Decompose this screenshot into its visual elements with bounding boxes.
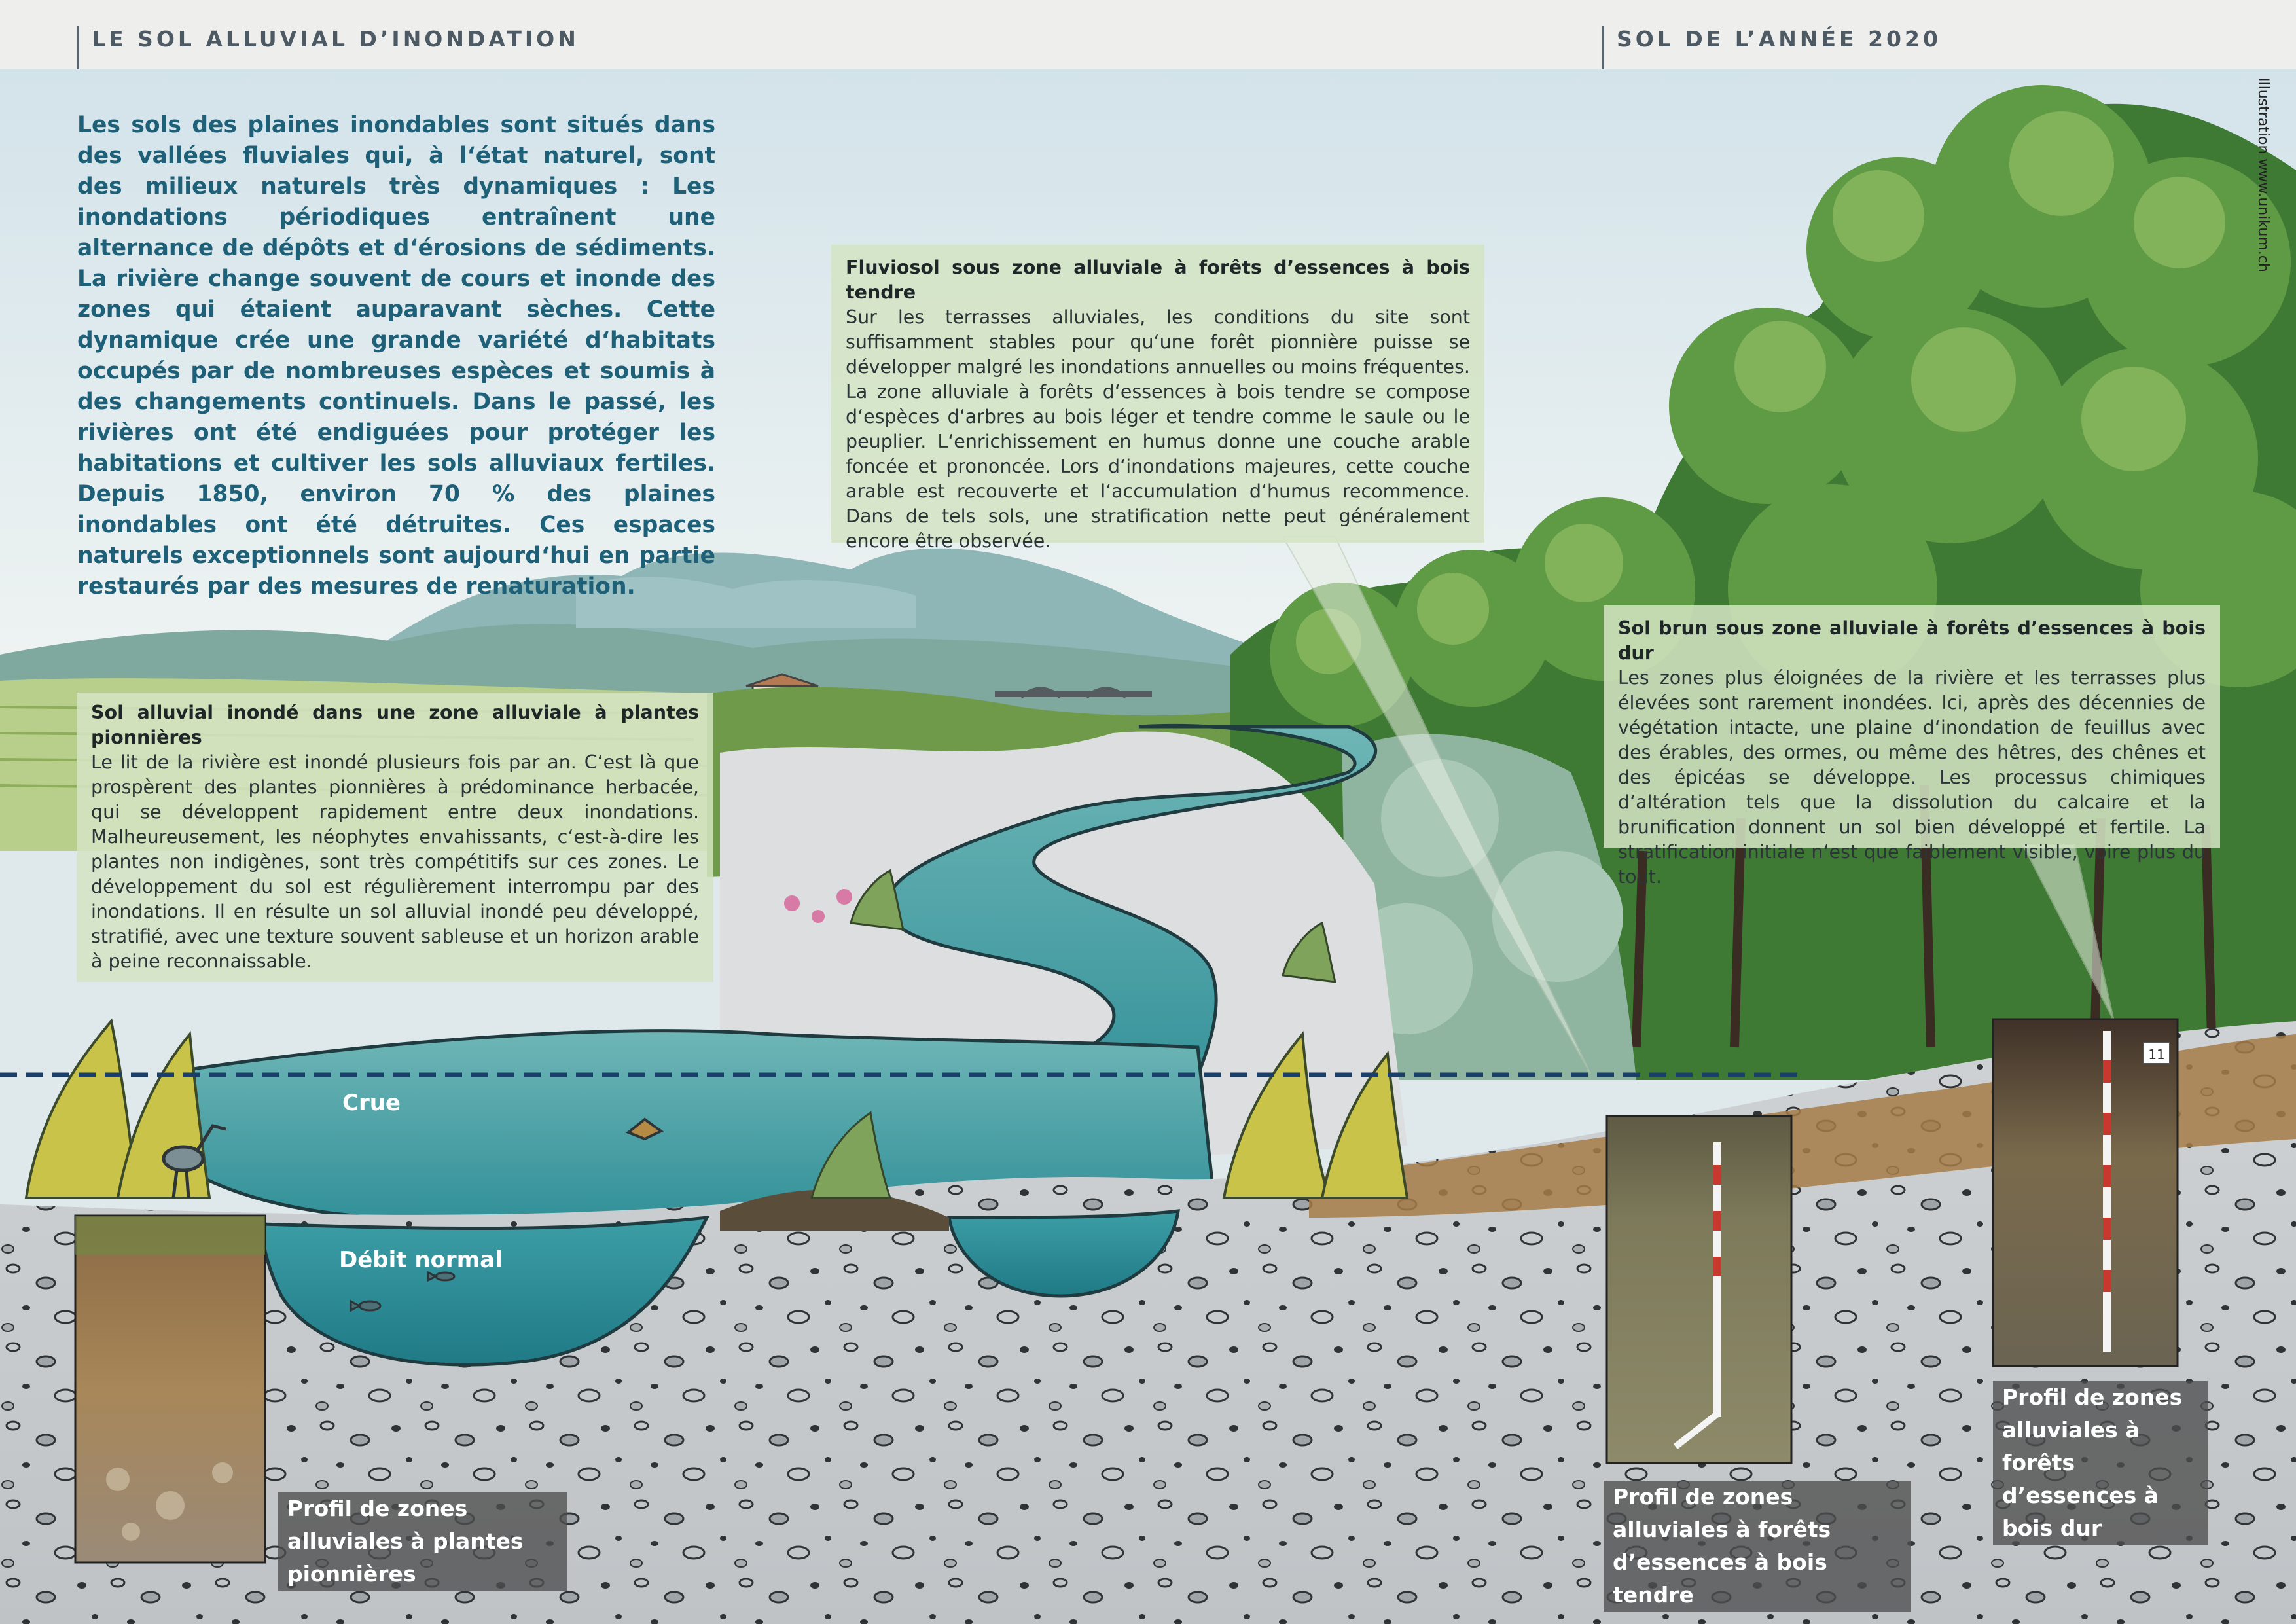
info-box-pioneer <box>77 693 713 982</box>
header-right-title: SOL DE L’ANNÉE 2020 <box>1617 26 1941 52</box>
info-box-hardwood <box>1604 605 2220 888</box>
info-box-softwood-title: Fluviosol sous zone alluviale à forêts d’essences à bois tendre <box>846 257 1470 303</box>
header-divider-right <box>1602 26 1604 69</box>
profile-tag-label: 11 <box>2148 1047 2165 1062</box>
profile-photo-hardwood <box>1993 1019 2178 1366</box>
intro-paragraph: Les sols des plaines inondables sont situés dans des vallées fluviales qui, à l‘état naturel, sont des milieux naturels très dynamiques : Les inondations périodiques entraînent une alternance de dépôts et d‘érosions de sédiments. La rivière change souvent de cours et inonde des zones qui étaient auparavant sèches. Cette dynamique crée une grande variété d‘habitats occupés par de nombreuses espèces et soumis à des changements continuels. Dans le passé, les rivières ont été endiguées pour protéger les habitations et cultiver les sols alluviaux fertiles. Depuis 1850, environ 70 % des plaines inondables ont été détruites. Ces espaces naturels exceptionnels sont aujourd‘hui en partie restaurés par des mesures de renaturation. <box>77 112 715 600</box>
info-box-hardwood-title: Sol brun sous zone alluviale à forêts d’essences à bois dur <box>1618 617 2206 664</box>
info-box-softwood <box>831 245 1484 552</box>
header-divider-left <box>77 26 79 69</box>
header-left-title: LE SOL ALLUVIAL D’INONDATION <box>92 26 579 52</box>
caption-hardwood-profile: Profil de zones alluviales à forêts d’essences à bois dur <box>1993 1381 2208 1545</box>
normal-flow-label: Débit normal <box>339 1247 503 1273</box>
caption-pioneer-profile: Profil de zones alluviales à plantes pionnières <box>278 1492 567 1591</box>
profile-photo-softwood <box>1607 1116 1791 1463</box>
info-box-pioneer-body: Le lit de la rivière est inondé plusieurs fois par an. C‘est là que prospèrent des plantes pionnières à prédominance herbacée, qui se développent rapidement entre deux inondations. Malheureusement, les néophytes envahissants, c‘est-à-dire les plantes non indigènes, sont très compétitifs sur ces zones. Le développement du sol est régulièrement interrompu par des inondations. Il en résulte un sol alluvial inondé peu développé, stratifié, avec une texture souvent sableuse et un horizon arable à peine reconnaissable. <box>91 751 699 972</box>
caption-softwood-profile: Profil de zones alluviales à forêts d’essences à bois tendre <box>1604 1481 1911 1612</box>
illustration-credit: Illustration www.unikum.ch <box>2255 77 2271 272</box>
flood-level-label: Crue <box>342 1090 401 1116</box>
info-box-pioneer-title: Sol alluvial inondé dans une zone alluviale à plantes pionnières <box>91 702 699 748</box>
info-box-hardwood-body: Les zones plus éloignées de la rivière et les terrasses plus élevées sont rarement inondées. Ici, après des décennies de végétation intacte, une plaine d‘inondation de feuillus avec des érables, des ormes, ou même des hêtres, des chênes et des épicéas se développe. Les processus chimiques d‘altération tels que la dissolution du calcaire et la brunification donnent un sol bien développé et fertile. La stratification initiale n‘est que faiblement visible, voire plus du tout. <box>1618 667 2206 888</box>
profile-photo-pioneer <box>75 1216 265 1562</box>
header-bar <box>0 0 2296 69</box>
info-box-softwood-body: Sur les terrasses alluviales, les conditions du site sont suffisamment stables pour qu‘une forêt pionnière puisse se développer malgré les inondations annuelles ou moins fréquentes. La zone alluviale à forêts d‘essences à bois tendre se compose d‘espèces d‘arbres au bois léger et tendre comme le saule ou le peuplier. L‘enrichissement en humus donne une couche arable foncée et prononcée. Lors d‘inondations majeures, cette couche arable est recouverte et l‘accumulation d‘humus recommence. Dans de tels sols, une stratification nette peut généralement encore être observée. <box>846 306 1470 552</box>
